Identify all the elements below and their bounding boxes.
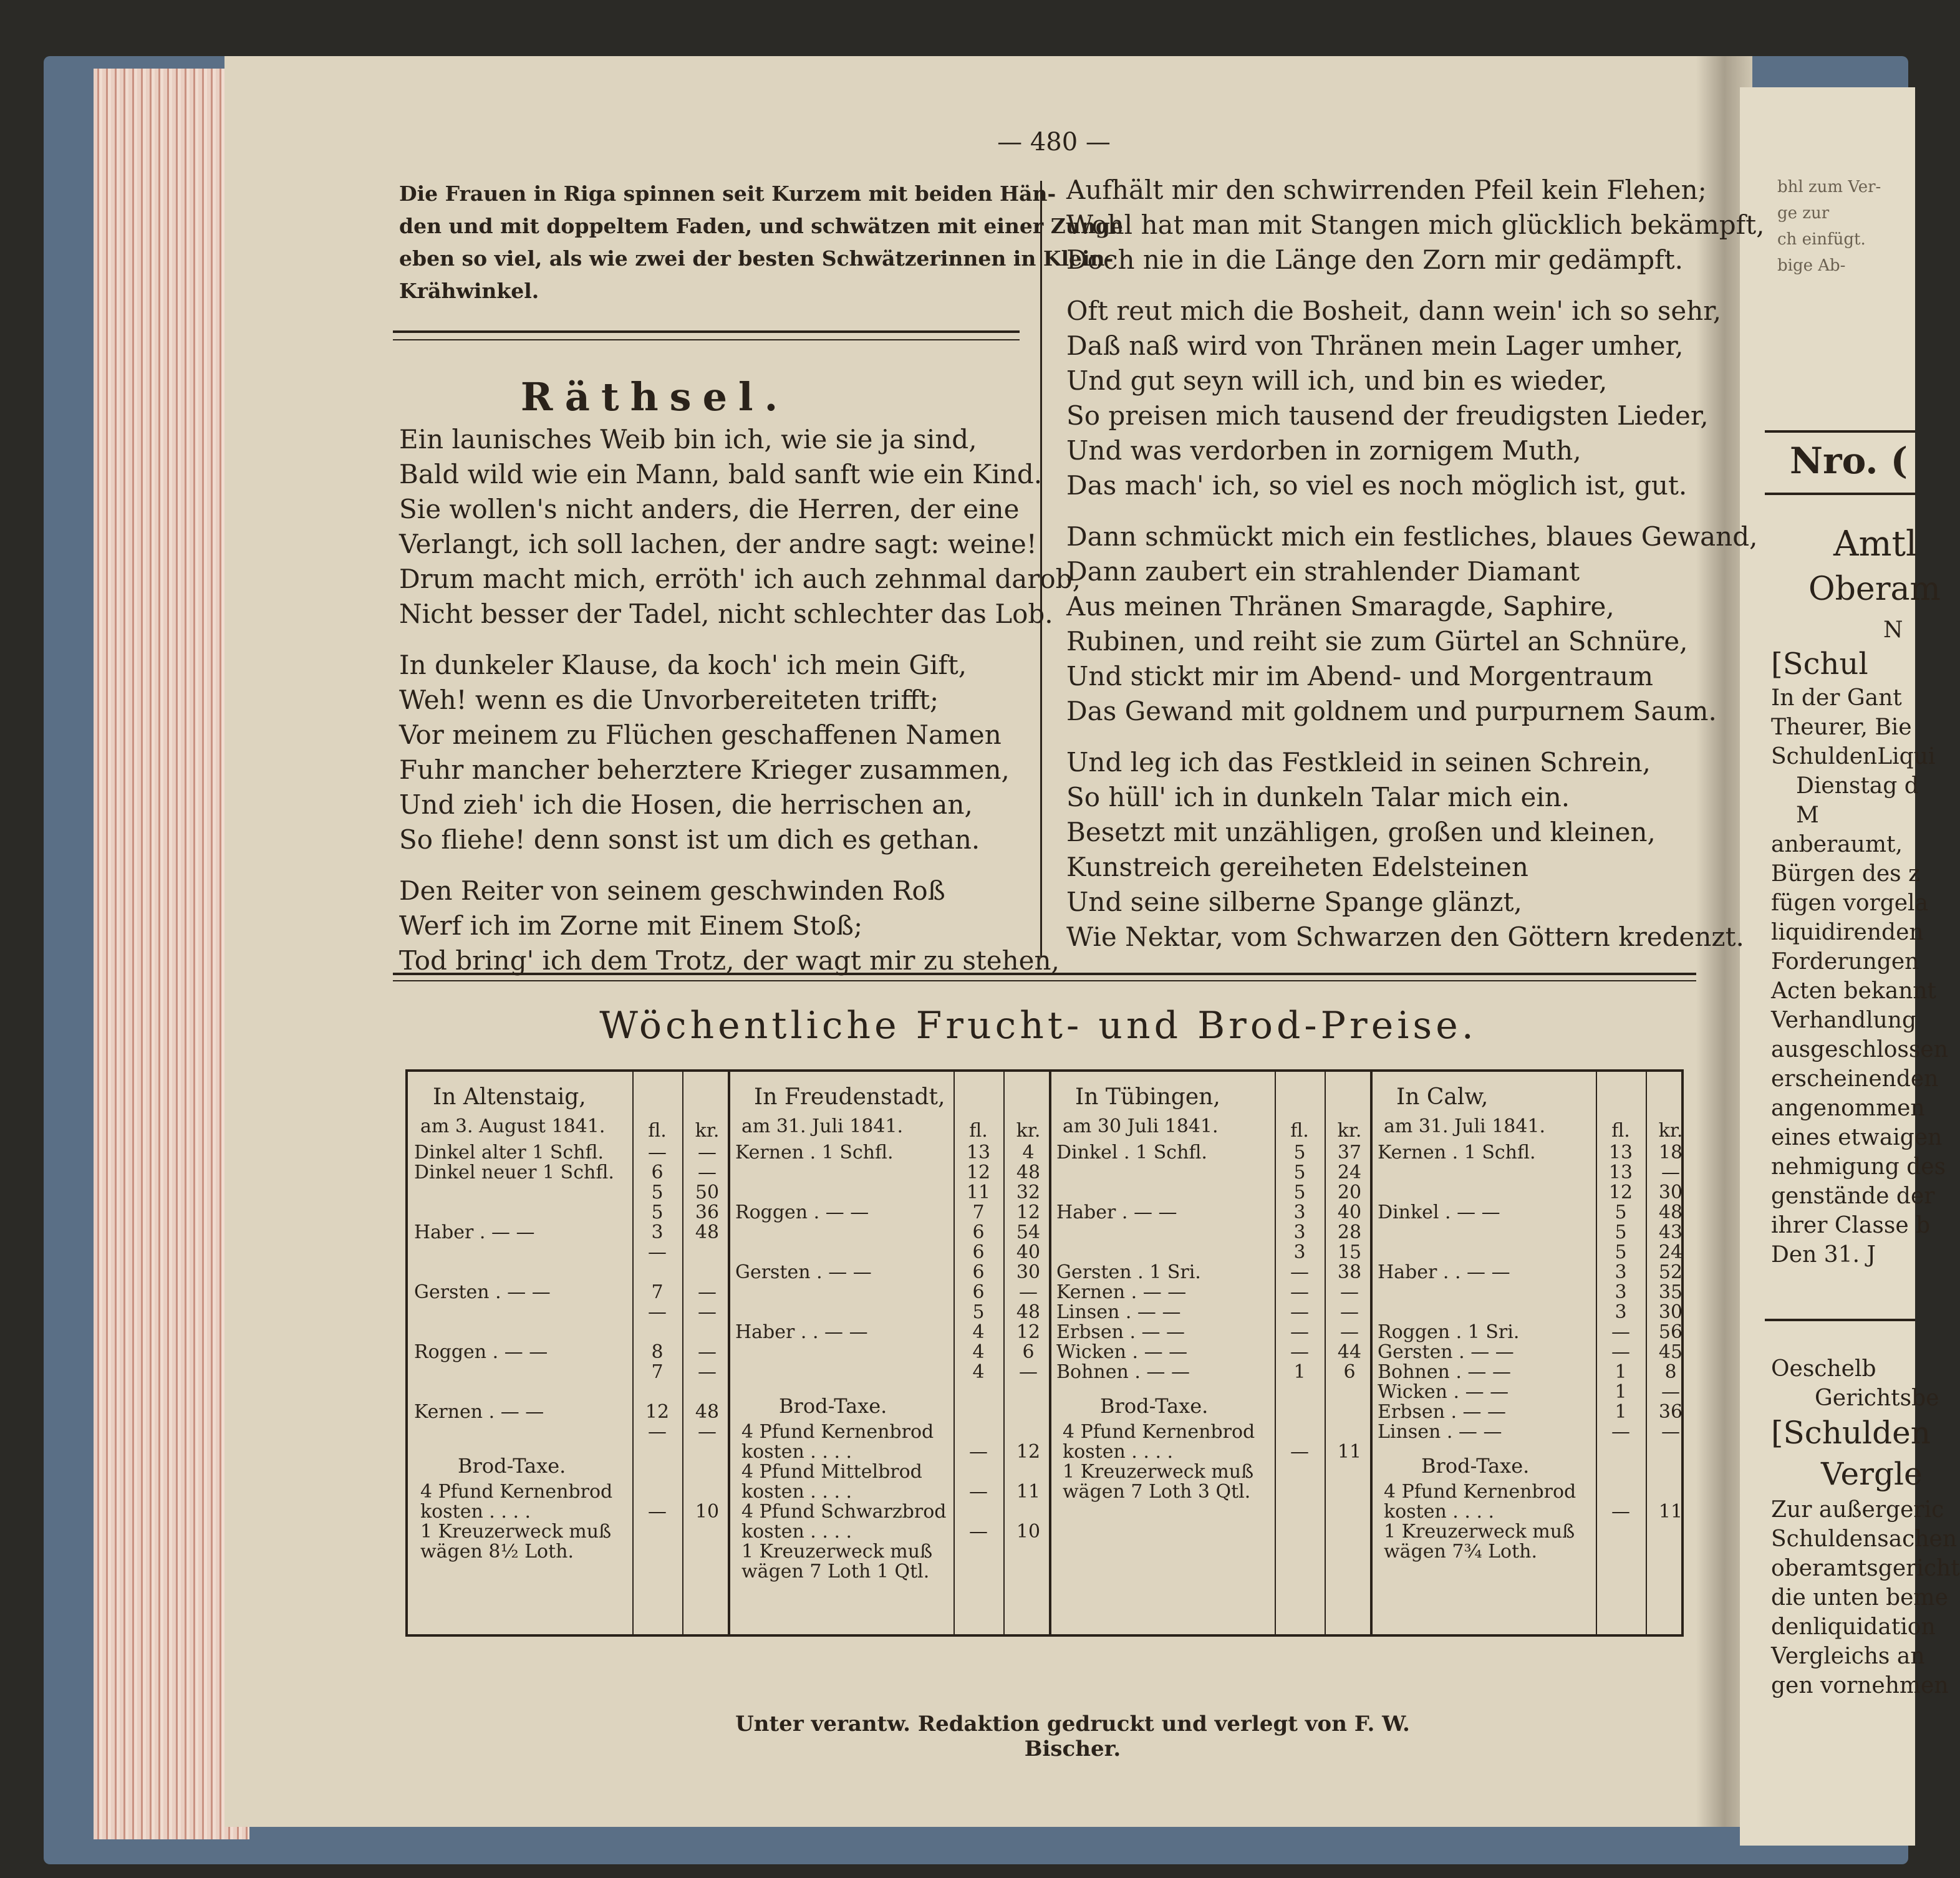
- news-line: den und mit doppeltem Faden, und schwätzen mit einer Zunge: [399, 214, 1123, 238]
- next-page-rule: [1765, 493, 1915, 495]
- riddle-line: Oft reut mich die Bosheit, dann wein' ich so sehr,: [1066, 296, 1722, 326]
- brod-item: kosten . . . .: [741, 1441, 852, 1463]
- price-kr: —: [1019, 1361, 1038, 1383]
- riddle-line: Verlangt, ich soll lachen, der andre sagt: weine!: [399, 529, 1037, 559]
- price-kr: —: [698, 1361, 717, 1383]
- prices-title: Wöchentliche Frucht- und Brod-Preise.: [599, 1004, 1477, 1047]
- table-rule: [1325, 1072, 1326, 1634]
- price-kr: —: [698, 1142, 717, 1163]
- price-kr: —: [1661, 1162, 1680, 1183]
- price-kr: 15: [1337, 1241, 1362, 1263]
- price-fl: 1: [1293, 1361, 1306, 1383]
- riddle-line: So fliehe! denn sonst ist um dich es gethan.: [399, 824, 980, 855]
- price-fl: 13: [1608, 1162, 1633, 1183]
- report-date: am 30 Juli 1841.: [1063, 1115, 1219, 1137]
- riddle-line: Drum macht mich, erröth' ich auch zehnmal darob,: [399, 564, 1081, 594]
- price-kr: 48: [695, 1221, 720, 1243]
- next-page-fragment: bige Ab-: [1777, 256, 1846, 275]
- price-fl: 5: [1293, 1162, 1306, 1183]
- price-kr: 37: [1337, 1142, 1362, 1163]
- price-kr: 45: [1658, 1341, 1683, 1363]
- news-line: eben so viel, als wie zwei der besten Schwätzerinnen in Klein-: [399, 246, 1114, 271]
- riddle-line: So hüll' ich in dunkeln Talar mich ein.: [1066, 782, 1570, 812]
- brod-item: 4 Pfund Mittelbrod: [741, 1461, 922, 1483]
- price-fl: —: [648, 1501, 667, 1523]
- price-fl: 6: [972, 1241, 985, 1263]
- price-kr: 30: [1658, 1182, 1683, 1203]
- price-kr: —: [1661, 1381, 1680, 1403]
- imprint: Unter verantw. Redaktion gedruckt und verlegt von F. W. Bischer.: [735, 1712, 1410, 1761]
- commodity: Linsen . — —: [1056, 1301, 1181, 1323]
- price-fl: —: [1290, 1281, 1309, 1303]
- price-kr: 11: [1658, 1501, 1683, 1523]
- fl-header: fl.: [1611, 1120, 1630, 1142]
- price-kr: 11: [1016, 1481, 1041, 1503]
- section-rule-bottom: [393, 980, 1696, 981]
- riddle-title: Räthsel.: [520, 374, 789, 420]
- price-kr: 38: [1337, 1261, 1362, 1283]
- price-fl: 6: [972, 1221, 985, 1243]
- price-kr: 30: [1016, 1261, 1041, 1283]
- price-kr: 56: [1658, 1321, 1683, 1343]
- brod-item: kosten . . . .: [741, 1521, 852, 1543]
- brod-heading: Brod-Taxe.: [779, 1394, 887, 1418]
- price-kr: 48: [1016, 1301, 1041, 1323]
- table-rule: [1646, 1072, 1647, 1634]
- page-number: — 480 —: [997, 128, 1111, 156]
- report-date: am 31. Juli 1841.: [741, 1115, 904, 1137]
- town-name: In Calw,: [1396, 1084, 1489, 1110]
- price-fl: 1: [1615, 1361, 1627, 1383]
- riddle-line: Nicht besser der Tadel, nicht schlechter das Lob.: [399, 599, 1053, 629]
- price-fl: 4: [972, 1321, 985, 1343]
- price-fl: 5: [651, 1182, 664, 1203]
- price-fl: —: [969, 1481, 988, 1503]
- brod-item: 4 Pfund Kernenbrod: [741, 1421, 934, 1443]
- riddle-line: Aufhält mir den schwirrenden Pfeil kein Flehen;: [1066, 175, 1707, 205]
- price-fl: 3: [1293, 1241, 1306, 1263]
- brod-item: kosten . . . .: [1384, 1501, 1495, 1523]
- price-fl: 3: [1293, 1201, 1306, 1223]
- next-page-line: eines etwaigen: [1771, 1125, 1943, 1150]
- commodity: Wicken . — —: [1056, 1341, 1188, 1363]
- next-page-line: In der Gant: [1771, 685, 1902, 711]
- price-fl: 3: [1293, 1221, 1306, 1243]
- price-fl: 1: [1615, 1381, 1627, 1403]
- price-fl: 12: [966, 1162, 991, 1183]
- kr-header: kr.: [1016, 1120, 1041, 1142]
- price-table: [405, 1069, 1684, 1637]
- next-page-line: M: [1796, 802, 1819, 828]
- riddle-line: Vor meinem zu Flüchen geschaffenen Namen: [399, 720, 1002, 750]
- price-table-town: [1371, 1072, 1692, 1634]
- next-page-line: N: [1883, 617, 1903, 643]
- next-page-fragment: ch einfügt.: [1777, 230, 1866, 249]
- riddle-line: Werf ich im Zorne mit Einem Stoß;: [399, 910, 863, 941]
- next-page-line: anberaumt,: [1771, 832, 1903, 857]
- price-kr: —: [1019, 1281, 1038, 1303]
- price-fl: 13: [1608, 1142, 1633, 1163]
- price-fl: 8: [651, 1341, 664, 1363]
- brod-item: 4 Pfund Kernenbrod: [1384, 1481, 1576, 1503]
- price-kr: 44: [1337, 1341, 1362, 1363]
- riddle-line: In dunkeler Klause, da koch' ich mein Gift,: [399, 650, 967, 680]
- price-kr: 10: [1016, 1521, 1041, 1543]
- riddle-line: Dann zaubert ein strahlender Diamant: [1066, 556, 1580, 587]
- brod-item: kosten . . . .: [420, 1501, 531, 1523]
- price-kr: 28: [1337, 1221, 1362, 1243]
- price-fl: 12: [1608, 1182, 1633, 1203]
- riddle-line: Fuhr mancher beherztere Krieger zusammen,: [399, 754, 1010, 785]
- price-fl: 5: [1293, 1142, 1306, 1163]
- price-kr: —: [1340, 1321, 1359, 1343]
- price-fl: —: [1290, 1441, 1309, 1463]
- price-fl: —: [1611, 1321, 1630, 1343]
- next-page-line: [Schulden: [1771, 1415, 1931, 1451]
- brod-item: wägen 7¾ Loth.: [1384, 1541, 1537, 1563]
- price-fl: —: [969, 1441, 988, 1463]
- price-fl: —: [1290, 1301, 1309, 1323]
- commodity: Roggen . — —: [414, 1341, 548, 1363]
- riddle-line: Und was verdorben in zornigem Muth,: [1066, 435, 1581, 466]
- price-fl: 5: [1615, 1201, 1627, 1223]
- brod-item: kosten . . . .: [741, 1481, 852, 1503]
- riddle-line: Rubinen, und reiht sie zum Gürtel an Schnüre,: [1066, 626, 1688, 657]
- price-fl: 4: [972, 1341, 985, 1363]
- commodity: Bohnen . — —: [1056, 1361, 1190, 1383]
- price-kr: —: [698, 1421, 717, 1443]
- price-kr: —: [698, 1281, 717, 1303]
- brod-heading: Brod-Taxe.: [1100, 1394, 1209, 1418]
- table-rule: [1003, 1072, 1005, 1634]
- price-fl: 4: [972, 1361, 985, 1383]
- riddle-line: Doch nie in die Länge den Zorn mir gedämpft.: [1066, 244, 1683, 275]
- next-page-line: ausgeschlossen: [1771, 1037, 1948, 1062]
- riddle-line: Und gut seyn will ich, und bin es wieder,: [1066, 365, 1608, 396]
- price-fl: 11: [966, 1182, 991, 1203]
- price-kr: —: [1661, 1421, 1680, 1443]
- price-fl: 5: [972, 1301, 985, 1323]
- riddle-line: Den Reiter von seinem geschwinden Roß: [399, 875, 945, 906]
- price-kr: 40: [1337, 1201, 1362, 1223]
- next-page-line: angenommen: [1771, 1096, 1925, 1121]
- price-fl: —: [1290, 1261, 1309, 1283]
- price-kr: 10: [695, 1501, 720, 1523]
- price-fl: 12: [645, 1401, 670, 1423]
- report-date: am 3. August 1841.: [420, 1115, 606, 1137]
- price-fl: 3: [651, 1221, 664, 1243]
- next-page-line: Acten bekannt: [1771, 978, 1937, 1004]
- riddle-line: Aus meinen Thränen Smaragde, Saphire,: [1066, 591, 1615, 622]
- kr-header: kr.: [695, 1120, 720, 1142]
- riddle-line: Und leg ich das Festkleid in seinen Schrein,: [1066, 747, 1651, 778]
- price-kr: 30: [1658, 1301, 1683, 1323]
- commodity: Gersten . — —: [414, 1281, 551, 1303]
- price-fl: —: [648, 1241, 667, 1263]
- next-page-line: Theurer, Bie: [1771, 715, 1912, 740]
- riddle-line: Kunstreich gereiheten Edelsteinen: [1066, 852, 1528, 882]
- riddle-line: Und seine silberne Spange glänzt,: [1066, 887, 1522, 917]
- price-fl: 3: [1615, 1261, 1627, 1283]
- price-fl: 6: [651, 1162, 664, 1183]
- brod-item: 1 Kreuzerweck muß: [420, 1521, 612, 1543]
- riddle-line: Weh! wenn es die Unvorbereiteten trifft;: [399, 685, 939, 715]
- price-fl: 13: [966, 1142, 991, 1163]
- riddle-line: Dann schmückt mich ein festliches, blaues Gewand,: [1066, 521, 1758, 552]
- next-page-line: Den 31. J: [1771, 1242, 1876, 1268]
- table-rule: [632, 1072, 634, 1634]
- commodity: Haber . . — —: [735, 1321, 868, 1343]
- brod-item: kosten . . . .: [1063, 1441, 1174, 1463]
- next-page-line: Vergleichs an: [1771, 1644, 1925, 1669]
- brod-item: 1 Kreuzerweck muß: [1063, 1461, 1254, 1483]
- commodity: Dinkel . 1 Schfl.: [1056, 1142, 1207, 1163]
- price-kr: 43: [1658, 1221, 1683, 1243]
- price-fl: 7: [972, 1201, 985, 1223]
- price-fl: —: [969, 1521, 988, 1543]
- riddle-line: Und stickt mir im Abend- und Morgentraum: [1066, 661, 1653, 691]
- riddle-line: So preisen mich tausend der freudigsten Lieder,: [1066, 400, 1709, 431]
- kr-header: kr.: [1658, 1120, 1683, 1142]
- price-kr: 40: [1016, 1241, 1041, 1263]
- price-kr: 36: [1658, 1401, 1683, 1423]
- next-page-heading: Amtl: [1833, 524, 1917, 564]
- price-kr: —: [698, 1341, 717, 1363]
- price-kr: 32: [1016, 1182, 1041, 1203]
- price-kr: 11: [1337, 1441, 1362, 1463]
- commodity: Haber . . — —: [1378, 1261, 1510, 1283]
- price-fl: —: [648, 1301, 667, 1323]
- table-rule: [953, 1072, 955, 1634]
- riddle-line: Wohl hat man mit Stangen mich glücklich bekämpft,: [1066, 209, 1765, 240]
- riddle-line: Sie wollen's nicht anders, die Herren, der eine: [399, 494, 1020, 524]
- commodity: Dinkel neuer 1 Schfl.: [414, 1162, 614, 1183]
- next-page-line: Vergle: [1821, 1456, 1923, 1492]
- commodity: Erbsen . — —: [1378, 1401, 1507, 1423]
- price-kr: 4: [1022, 1142, 1035, 1163]
- next-page-line: gen vornehmen: [1771, 1673, 1949, 1698]
- town-name: In Freudenstadt,: [754, 1084, 945, 1110]
- commodity: Haber . — —: [1056, 1201, 1177, 1223]
- fl-header: fl.: [969, 1120, 988, 1142]
- brod-item: wägen 7 Loth 1 Qtl.: [741, 1561, 930, 1582]
- price-kr: 12: [1016, 1321, 1041, 1343]
- commodity: Gersten . — —: [735, 1261, 872, 1283]
- next-page-fragment: ge zur: [1777, 204, 1830, 223]
- price-fl: —: [1290, 1321, 1309, 1343]
- price-table-town: [408, 1072, 729, 1634]
- riddle-line: Wie Nektar, vom Schwarzen den Göttern kredenzt.: [1066, 922, 1744, 952]
- commodity: Dinkel . — —: [1378, 1201, 1500, 1223]
- price-kr: 48: [695, 1401, 720, 1423]
- commodity: Dinkel alter 1 Schfl.: [414, 1142, 604, 1163]
- next-page-line: Zur außergeric: [1771, 1497, 1944, 1523]
- riddle-line: Bald wild wie ein Mann, bald sanft wie ein Kind.: [399, 459, 1043, 489]
- price-kr: 50: [695, 1182, 720, 1203]
- brod-item: wägen 7 Loth 3 Qtl.: [1063, 1481, 1251, 1503]
- town-name: In Altenstaig,: [433, 1084, 586, 1110]
- commodity: Bohnen . — —: [1378, 1361, 1511, 1383]
- table-rule: [682, 1072, 683, 1634]
- commodity: Haber . — —: [414, 1221, 535, 1243]
- price-fl: 5: [1293, 1182, 1306, 1203]
- brod-item: 1 Kreuzerweck muß: [741, 1541, 933, 1563]
- price-fl: —: [1611, 1341, 1630, 1363]
- commodity: Linsen . — —: [1378, 1421, 1502, 1443]
- brod-item: 4 Pfund Kernenbrod: [1063, 1421, 1255, 1443]
- riddle-line: Ein launisches Weib bin ich, wie sie ja sind,: [399, 424, 977, 455]
- price-fl: —: [648, 1421, 667, 1443]
- next-page-subheading: Oberam: [1808, 571, 1941, 608]
- table-rule: [1275, 1072, 1276, 1634]
- price-kr: 36: [695, 1201, 720, 1223]
- next-page-line: die unten beme: [1771, 1585, 1948, 1611]
- price-kr: 18: [1658, 1142, 1683, 1163]
- price-kr: —: [698, 1301, 717, 1323]
- price-kr: 35: [1658, 1281, 1683, 1303]
- news-rule: [393, 330, 1020, 333]
- price-kr: 48: [1658, 1201, 1683, 1223]
- town-name: In Tübingen,: [1075, 1084, 1220, 1110]
- next-page-line: Bürgen des z: [1771, 861, 1921, 887]
- price-fl: 3: [1615, 1281, 1627, 1303]
- price-kr: 6: [1343, 1361, 1356, 1383]
- next-page-line: liquidirenden: [1771, 920, 1924, 945]
- price-kr: 6: [1022, 1341, 1035, 1363]
- next-page-line: ihrer Classe b: [1771, 1213, 1931, 1238]
- price-kr: 8: [1664, 1361, 1677, 1383]
- riddle-line: Tod bring' ich dem Trotz, der wagt mir zu stehen,: [399, 945, 1060, 976]
- commodity: Kernen . 1 Schfl.: [735, 1142, 894, 1163]
- next-page-line: SchuldenLiqui: [1771, 744, 1936, 769]
- fl-header: fl.: [648, 1120, 667, 1142]
- commodity: Roggen . 1 Sri.: [1378, 1321, 1520, 1343]
- brod-item: 1 Kreuzerweck muß: [1384, 1521, 1575, 1543]
- price-kr: —: [1340, 1301, 1359, 1323]
- riddle-line: Das Gewand mit goldnem und purpurnem Saum.: [1066, 696, 1717, 726]
- commodity: Gersten . 1 Sri.: [1056, 1261, 1201, 1283]
- next-page-issue: Nro. (: [1790, 440, 1908, 482]
- price-fl: 5: [1615, 1241, 1627, 1263]
- report-date: am 31. Juli 1841.: [1384, 1115, 1546, 1137]
- next-page-line: genstände der: [1771, 1183, 1935, 1209]
- next-page-line: oberamtsgericht: [1771, 1556, 1960, 1581]
- news-line: Die Frauen in Riga spinnen seit Kurzem mit beiden Hän-: [399, 181, 1056, 206]
- brod-item: 4 Pfund Schwarzbrod: [741, 1501, 947, 1523]
- commodity: Kernen . — —: [1056, 1281, 1187, 1303]
- price-kr: 48: [1016, 1162, 1041, 1183]
- price-kr: 24: [1658, 1241, 1683, 1263]
- riddle-line: Das mach' ich, so viel es noch möglich ist, gut.: [1066, 470, 1687, 501]
- brod-item: 4 Pfund Kernenbrod: [420, 1481, 613, 1503]
- table-rule: [1596, 1072, 1597, 1634]
- price-table-town: [729, 1072, 1050, 1634]
- commodity: Erbsen . — —: [1056, 1321, 1185, 1343]
- price-kr: 12: [1016, 1201, 1041, 1223]
- commodity: Kernen . — —: [414, 1401, 544, 1423]
- price-kr: —: [698, 1162, 717, 1183]
- price-kr: 12: [1016, 1441, 1041, 1463]
- price-fl: —: [1290, 1341, 1309, 1363]
- next-page-line: Gerichtsbe: [1815, 1385, 1939, 1411]
- brod-item: wägen 8½ Loth.: [420, 1541, 574, 1563]
- commodity: Gersten . — —: [1378, 1341, 1514, 1363]
- riddle-line: Und zieh' ich die Hosen, die herrischen an,: [399, 789, 973, 820]
- next-page-rule: [1765, 430, 1915, 433]
- next-page-line: erscheinenden: [1771, 1066, 1939, 1092]
- price-fl: —: [1611, 1501, 1630, 1523]
- price-fl: 7: [651, 1281, 664, 1303]
- price-kr: 24: [1337, 1162, 1362, 1183]
- riddle-line: Daß naß wird von Thränen mein Lager umher,: [1066, 330, 1684, 361]
- price-fl: 7: [651, 1361, 664, 1383]
- brod-heading: Brod-Taxe.: [1421, 1454, 1530, 1478]
- commodity: Kernen . 1 Schfl.: [1378, 1142, 1536, 1163]
- price-fl: 1: [1615, 1401, 1627, 1423]
- price-kr: 54: [1016, 1221, 1041, 1243]
- price-fl: 6: [972, 1281, 985, 1303]
- next-page-fragment: bhl zum Ver-: [1777, 178, 1881, 196]
- next-page-rule: [1765, 1319, 1915, 1321]
- news-line: Krähwinkel.: [399, 279, 539, 303]
- brod-heading: Brod-Taxe.: [458, 1454, 566, 1478]
- price-fl: 5: [651, 1201, 664, 1223]
- fl-header: fl.: [1290, 1120, 1309, 1142]
- next-page-line: Schuldensachen: [1771, 1526, 1958, 1552]
- next-page-line: Forderungen: [1771, 949, 1919, 975]
- commodity: Wicken . — —: [1378, 1381, 1509, 1403]
- next-page-line: fügen vorgela: [1771, 890, 1929, 916]
- price-kr: 20: [1337, 1182, 1362, 1203]
- price-fl: 5: [1615, 1221, 1627, 1243]
- next-page-line: denliquidation: [1771, 1614, 1936, 1640]
- price-kr: 52: [1658, 1261, 1683, 1283]
- price-fl: 3: [1615, 1301, 1627, 1323]
- next-page-line: Oeschelb: [1771, 1356, 1876, 1382]
- kr-header: kr.: [1337, 1120, 1362, 1142]
- next-page-line: Verhandlung: [1771, 1008, 1917, 1033]
- price-fl: —: [648, 1142, 667, 1163]
- next-page-line: Dienstag d: [1796, 773, 1919, 799]
- news-rule-thin: [393, 339, 1020, 340]
- next-page-line: nehmigung des: [1771, 1154, 1946, 1180]
- price-fl: 6: [972, 1261, 985, 1283]
- price-fl: —: [1611, 1421, 1630, 1443]
- price-table-town: [1050, 1072, 1371, 1634]
- commodity: Roggen . — —: [735, 1201, 869, 1223]
- next-page-line: [Schul: [1771, 647, 1868, 681]
- price-kr: —: [1340, 1281, 1359, 1303]
- riddle-line: Besetzt mit unzähligen, großen und kleinen,: [1066, 817, 1656, 847]
